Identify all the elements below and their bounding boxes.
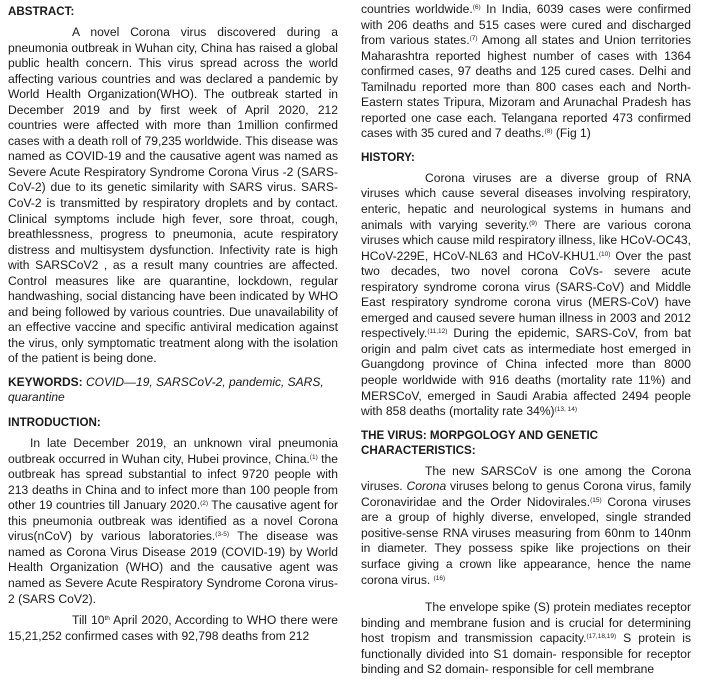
introduction-heading: INTRODUCTION: bbox=[8, 416, 101, 430]
abstract-heading: ABSTRACT: bbox=[8, 5, 75, 18]
body-text: countries worldwide. bbox=[361, 2, 473, 16]
intro-text: the outbreak has spread substantial to infect 9720 people with 213 deaths in China and to infect more than 100 people from other 19 countries till January 2020. bbox=[8, 451, 338, 513]
history-heading: HISTORY: bbox=[361, 150, 415, 164]
citation: (10) bbox=[598, 250, 611, 258]
figure-reference: (Fig 1) bbox=[552, 126, 591, 141]
intro-text: The causative agent for this pneumonia outbreak was identified as a novel Corona virus(nCoV) by various laboratories. bbox=[8, 498, 338, 544]
ordinal-suffix: th bbox=[104, 615, 110, 623]
citation: (17,18,19) bbox=[586, 633, 617, 641]
virus-paragraph-2 bbox=[361, 600, 691, 678]
virus-paragraph-1 bbox=[361, 464, 691, 588]
body-text: Corona viruses are a diverse group of RNA viruses which cause several diseases involving respiratory, enteric, hepatic and neurological systems in humans and animals with varying severity. bbox=[361, 170, 691, 232]
keywords-label: KEYWORDS: bbox=[8, 375, 83, 390]
body-text: Over the past two decades, two novel corona CoVs- severe acute respiratory syndrome corona virus (SARS-CoV) and Middle East respiratory syndrome corona virus (MERS-CoV) have emerged and caused severe human illness in 2003 and 2012 respectively. bbox=[361, 248, 691, 341]
history-paragraph bbox=[361, 171, 691, 420]
citation: (8) bbox=[544, 128, 553, 136]
intro-paragraph-1 bbox=[8, 436, 338, 607]
right-column bbox=[361, 2, 691, 684]
body-text: There are various corona viruses which cause mild respiratory illness, like HCoV-OC43, HCoV-229E, HCoV-NL63 and HCoV-KHU1. bbox=[361, 217, 692, 263]
keywords-line bbox=[8, 375, 338, 405]
citation: (13, 14) bbox=[554, 406, 577, 414]
citation: (1) bbox=[309, 453, 318, 461]
body-text: During the epidemic, SARS-CoV, from bat origin and palm civet cats as intermediate host emerged in Guangdong province of China infected more than 8000 people worldwide with 916 deaths (mortality rate 11%) and MERSCoV, emerged in Saudi Arabia affected 2494 people with 858 deaths (mortality rate 34%) bbox=[361, 326, 691, 419]
intro-paragraph-2 bbox=[8, 613, 338, 644]
citation: (7) bbox=[469, 35, 478, 43]
citation: (2) bbox=[200, 500, 209, 508]
citation: (3-5) bbox=[215, 531, 230, 539]
body-text: Among all states and Union territories Maharashtra reported highest number of cases with 1364 confirmed cases, 97 deaths and 125 cured cases. Delhi and Tamilnadu reported more than 800 cases each and North-Eastern states Tripura, Mizoram and Arunachal Pradesh has reported one case each. Telangana reported 473 confirmed cases with 35 cured and 7 deaths. bbox=[361, 33, 691, 141]
body-text: The envelope spike (S) protein mediates receptor binding and membrane fusion and is crucial for determining host tropism and transmission capacity. bbox=[361, 600, 691, 646]
intro-text: Till 10 bbox=[72, 613, 105, 628]
citation: (9) bbox=[529, 219, 538, 227]
citation: (15) bbox=[590, 496, 602, 504]
keywords-value: COVID—19, SARSCoV-2, pandemic, SARS, quarantine bbox=[8, 375, 324, 405]
citation: (16) bbox=[433, 574, 446, 582]
body-text: In India, 6039 cases were confirmed with 206 deaths and 515 cases were cured and discharged from various states. bbox=[361, 2, 691, 48]
intro-text: The disease was named as Corona Virus Disease 2019 (COVID-19) by World Health Organization (WHO) and the causative agent was named as Severe Acute Respiratory Syndrome Corona virus- 2 (SARS CoV2). bbox=[8, 529, 338, 606]
italic-term: Corona bbox=[406, 479, 447, 494]
body-text: viruses belong to genus Corona virus, family Coronaviridae and the Order Nidovirales. bbox=[361, 479, 691, 509]
citation: (11,12) bbox=[427, 328, 448, 336]
continued-paragraph bbox=[361, 2, 691, 142]
body-text: Corona viruses are a group of highly diverse, enveloped, single stranded positive-sense RNA viruses measuring from 60nm to 140nm in diameter. They possess spike like projections on their surface giving a crown like appearance, hence the name corona virus. bbox=[361, 494, 691, 587]
intro-text: In late December 2019, an unknown viral pneumonia outbreak occurred in Wuhan city, Hubei province, China. bbox=[8, 436, 338, 466]
abstract-text: A novel Corona virus discovered during a pneumonia outbreak in Wuhan city, China has raised a global public health concern. This virus spread across the world affecting various countries and was declared a pandemic by World Health Organization(WHO). The outbreak started in December 2019 and by first week of April 2020, 212 countries were affected with more than 1million confirmed cases with a death roll of 79,235 worldwide. This disease was named as COVID-19 and the causative agent was named as Severe Acute Respiratory Syndrome Corona Virus -2 (SARS-CoV-2) due to its genetic similarity with SARS virus. SARS-CoV-2 is transmitted by respiratory droplets and by contact. Clinical symptoms include high fever, sore throat, cough, breathlessness, progress to pneumonia, acute respiratory distress and multisystem dysfunction. Infectivity rate is high with SARSCoV2 , as a result many countries are affected. Control measures like are quarantine, lockdown, regular handwashing, social distancing have been indicated by WHO and being followed by various countries. Due unavailability of an effective vaccine and specific antiviral medication against the virus, only symptomatic treatment along with the isolation of the patient is being done. bbox=[8, 25, 338, 366]
body-text: The new SARSCoV is one among the Corona viruses. bbox=[361, 463, 691, 494]
left-column bbox=[8, 2, 338, 650]
virus-heading: THE VIRUS: MORPGOLOGY AND GENETIC CHARACTERISTICS: bbox=[361, 428, 599, 457]
body-text: S protein is functionally divided into S1 domain- responsible for receptor binding and S2 domain- responsible for cell membrane bbox=[361, 631, 691, 677]
citation: (6) bbox=[472, 4, 481, 11]
intro-text: April 2020, According to WHO there were 15,21,252 confirmed cases with 92,798 deaths from 212 bbox=[8, 613, 339, 643]
